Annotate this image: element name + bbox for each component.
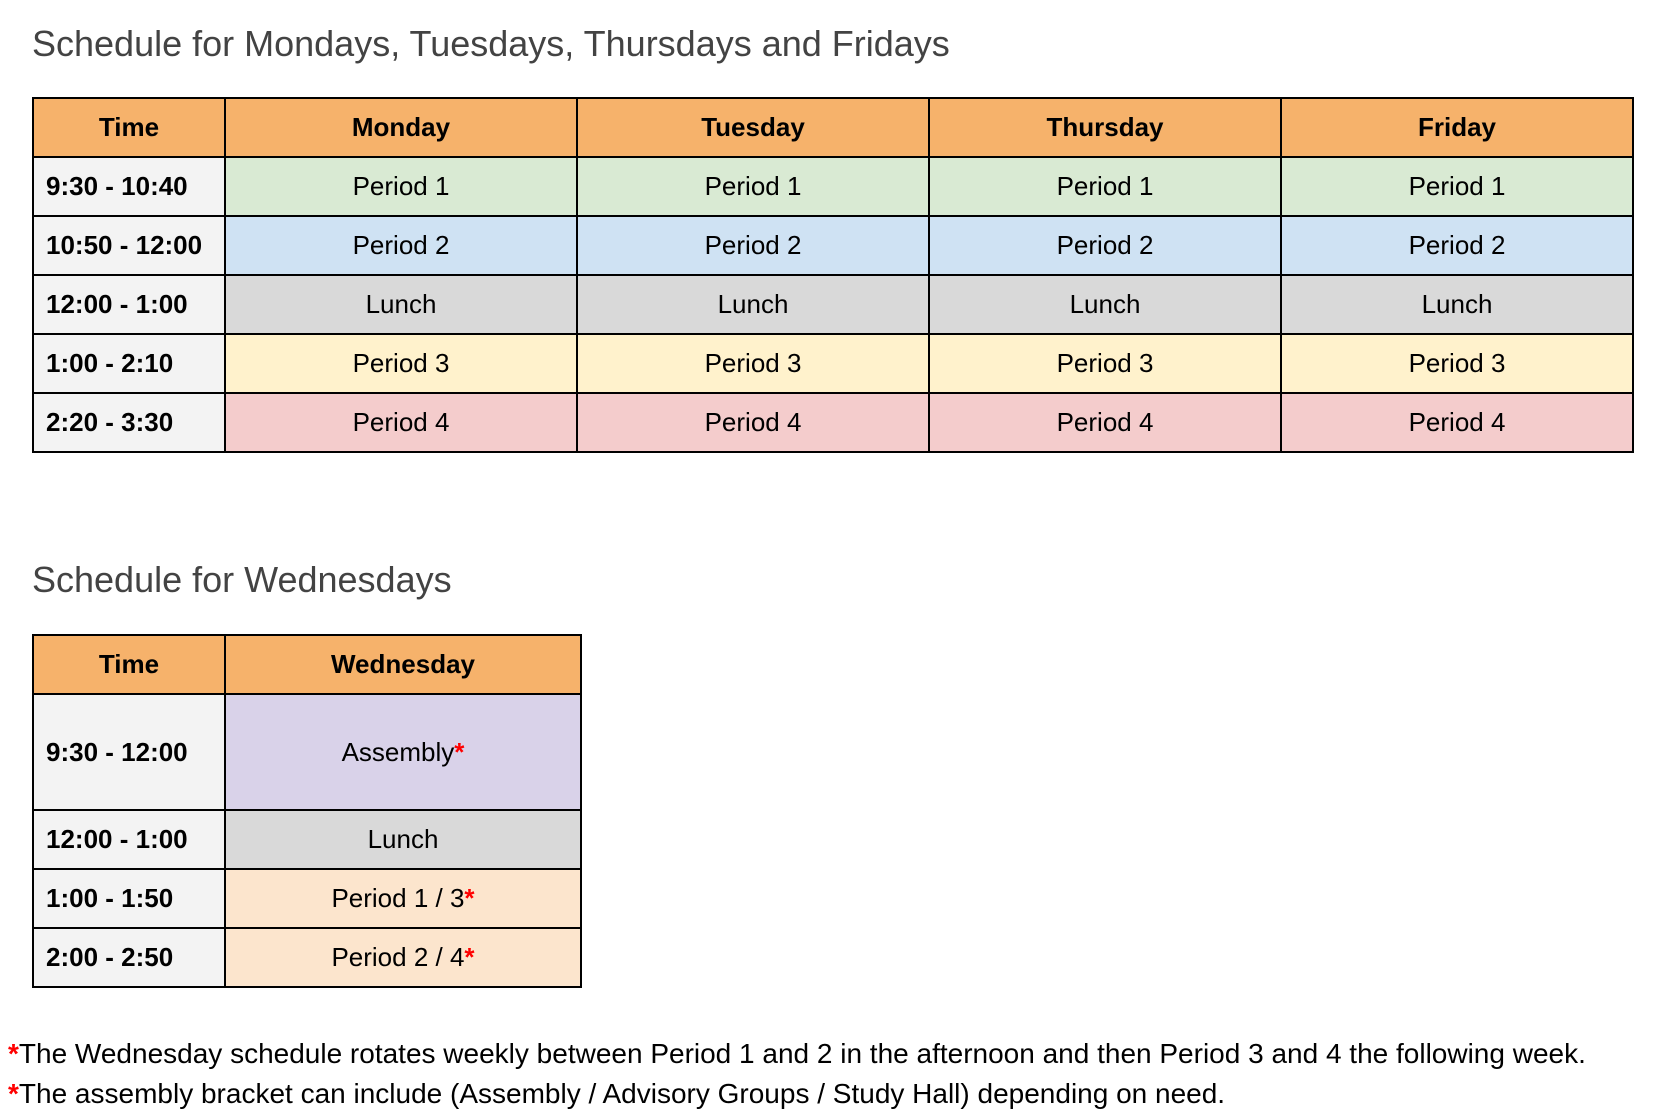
time-cell: 12:00 - 1:00 <box>33 275 225 334</box>
schedule-cell <box>225 928 581 987</box>
schedule-cell: Lunch <box>929 275 1281 334</box>
header-friday: Friday <box>1281 98 1633 157</box>
footnote-assembly <box>8 1080 1225 1108</box>
schedule-cell: Period 1 <box>577 157 929 216</box>
header-tuesday: Tuesday <box>577 98 929 157</box>
footnote-text: The Wednesday schedule rotates weekly between Period 1 and 2 in the afternoon and then Period 3 and 4 the following week. <box>18 1038 1586 1069</box>
schedule-cell: Period 3 <box>1281 334 1633 393</box>
header-monday: Monday <box>225 98 577 157</box>
cell-label: Lunch <box>367 824 439 854</box>
schedule-cell: Period 1 <box>929 157 1281 216</box>
schedule-cell <box>225 810 581 869</box>
table-row <box>33 694 581 810</box>
table-row <box>33 216 1633 275</box>
footnote-rotation <box>8 1040 1586 1068</box>
time-cell: 1:00 - 1:50 <box>33 869 225 928</box>
schedule-cell: Lunch <box>1281 275 1633 334</box>
cell-label: Period 1 / 3 <box>331 883 465 913</box>
schedule-cell: Period 2 <box>929 216 1281 275</box>
schedule-cell: Period 3 <box>225 334 577 393</box>
asterisk-marker: * <box>454 736 465 767</box>
time-cell: 12:00 - 1:00 <box>33 810 225 869</box>
table-row <box>33 928 581 987</box>
asterisk-marker: * <box>8 1038 19 1069</box>
table-row <box>33 334 1633 393</box>
header-wednesday: Wednesday <box>225 635 581 694</box>
time-cell: 2:00 - 2:50 <box>33 928 225 987</box>
schedule-cell: Period 4 <box>929 393 1281 452</box>
schedule-cell: Period 4 <box>1281 393 1633 452</box>
cell-label: Assembly <box>341 736 455 767</box>
asterisk-marker: * <box>464 942 475 972</box>
time-cell: 2:20 - 3:30 <box>33 393 225 452</box>
table-row <box>33 393 1633 452</box>
wednesday-schedule-table <box>32 634 582 988</box>
schedule-cell: Period 2 <box>577 216 929 275</box>
schedule-cell: Period 4 <box>577 393 929 452</box>
footnote-text: The assembly bracket can include (Assembly / Advisory Groups / Study Hall) depending on need. <box>18 1078 1226 1109</box>
main-schedule-table <box>32 97 1634 453</box>
table-row <box>33 275 1633 334</box>
header-time: Time <box>33 635 225 694</box>
schedule-cell: Period 3 <box>929 334 1281 393</box>
table-header-row <box>33 98 1633 157</box>
time-cell: 9:30 - 10:40 <box>33 157 225 216</box>
header-thursday: Thursday <box>929 98 1281 157</box>
asterisk-marker: * <box>8 1078 19 1109</box>
schedule-cell: Period 3 <box>577 334 929 393</box>
table-row <box>33 869 581 928</box>
schedule-cell: Period 2 <box>225 216 577 275</box>
main-schedule-title: Schedule for Mondays, Tuesdays, Thursdays and Fridays <box>32 23 950 64</box>
wednesday-schedule-title: Schedule for Wednesdays <box>32 559 452 600</box>
schedule-cell: Period 2 <box>1281 216 1633 275</box>
schedule-cell: Period 4 <box>225 393 577 452</box>
table-row <box>33 810 581 869</box>
schedule-cell: Lunch <box>225 275 577 334</box>
schedule-cell: Period 1 <box>1281 157 1633 216</box>
header-time: Time <box>33 98 225 157</box>
schedule-cell: Lunch <box>577 275 929 334</box>
table-header-row <box>33 635 581 694</box>
asterisk-marker: * <box>464 883 475 913</box>
table-row <box>33 157 1633 216</box>
schedule-cell <box>225 694 581 810</box>
schedule-cell: Period 1 <box>225 157 577 216</box>
cell-label: Period 2 / 4 <box>331 942 465 972</box>
time-cell: 1:00 - 2:10 <box>33 334 225 393</box>
time-cell: 9:30 - 12:00 <box>33 694 225 810</box>
schedule-cell <box>225 869 581 928</box>
time-cell: 10:50 - 12:00 <box>33 216 225 275</box>
